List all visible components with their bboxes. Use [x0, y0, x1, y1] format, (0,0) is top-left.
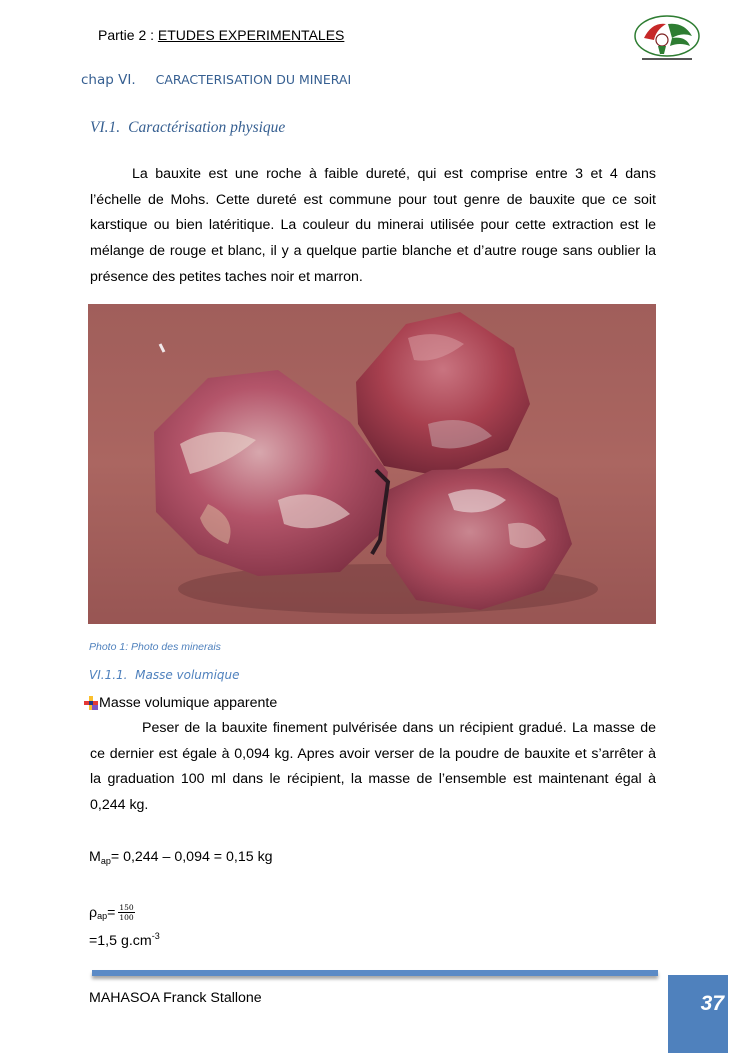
chapter-title: CARACTERISATION DU MINERAI [155, 72, 352, 87]
section-title: Caractérisation physique [128, 119, 286, 136]
formula-result-value: =1,5 g.cm [89, 933, 152, 949]
photo-caption: Photo 1: Photo des minerais [89, 641, 221, 653]
subsection-heading [89, 668, 240, 682]
institution-logo [632, 14, 702, 64]
bauxite-ore-photo [88, 304, 656, 624]
bullet-item [84, 695, 277, 711]
part-title: ETUDES EXPERIMENTALES [157, 27, 345, 43]
formula-mass [89, 849, 273, 865]
fraction-numerator: 150 [119, 903, 134, 912]
page-number: 37 [700, 992, 724, 1015]
subsection-number: VI.1.1. [89, 668, 128, 682]
formula-density-equals: = [107, 904, 116, 921]
page-header [98, 27, 344, 43]
footer-divider [92, 970, 658, 976]
section-number: VI.1. [90, 119, 121, 136]
formula-mass-subscript: ap [100, 856, 111, 866]
formula-result-exponent: -3 [151, 931, 160, 941]
fraction-denominator: 100 [119, 913, 134, 922]
chapter-heading [81, 72, 351, 88]
bullet-icon [84, 696, 98, 710]
paragraph-hardness-text: La bauxite est une roche à faible dureté, qui est comprise entre 3 et 4 dans l’échelle de Mohs. Cette dureté est commune pour tout genre de bauxite que ce soit karstique ou bien latéritique. La couleur du minerai utilisée pour cette extraction est le mélange de rouge et blanc, il y a quelque partie blanche et d’autre rouge sans oublier la présence des petites taches noir et marron. [90, 166, 656, 285]
section-heading [90, 119, 285, 137]
paragraph-apparent-density-text: Peser de la bauxite finement pulvérisée dans un récipient gradué. La masse de ce dernier est égale à 0,094 kg. Apres avoir verser de la poudre de bauxite et s’arrêter à la graduation 100 ml dans le récipient, la masse de l’ensemble est maintenant égal à 0,244 kg. [90, 720, 656, 814]
formula-density-subscript: ap [97, 910, 108, 921]
formula-result [89, 933, 160, 949]
density-fraction [118, 903, 134, 922]
part-prefix: Partie 2 : [98, 27, 158, 43]
paragraph-apparent-density [90, 716, 656, 819]
footer-author: MAHASOA Franck Stallone [89, 990, 262, 1006]
bullet-text: Masse volumique apparente [99, 695, 278, 711]
formula-mass-expression: = 0,244 – 0,094 = 0,15 kg [110, 849, 273, 865]
formula-mass-symbol: M [89, 849, 101, 865]
formula-density [89, 903, 135, 922]
subsection-title: Masse volumique [135, 668, 240, 682]
formula-density-symbol: ρ [89, 904, 98, 921]
paragraph-hardness [90, 162, 656, 291]
chapter-number: chap VI. [81, 72, 136, 88]
